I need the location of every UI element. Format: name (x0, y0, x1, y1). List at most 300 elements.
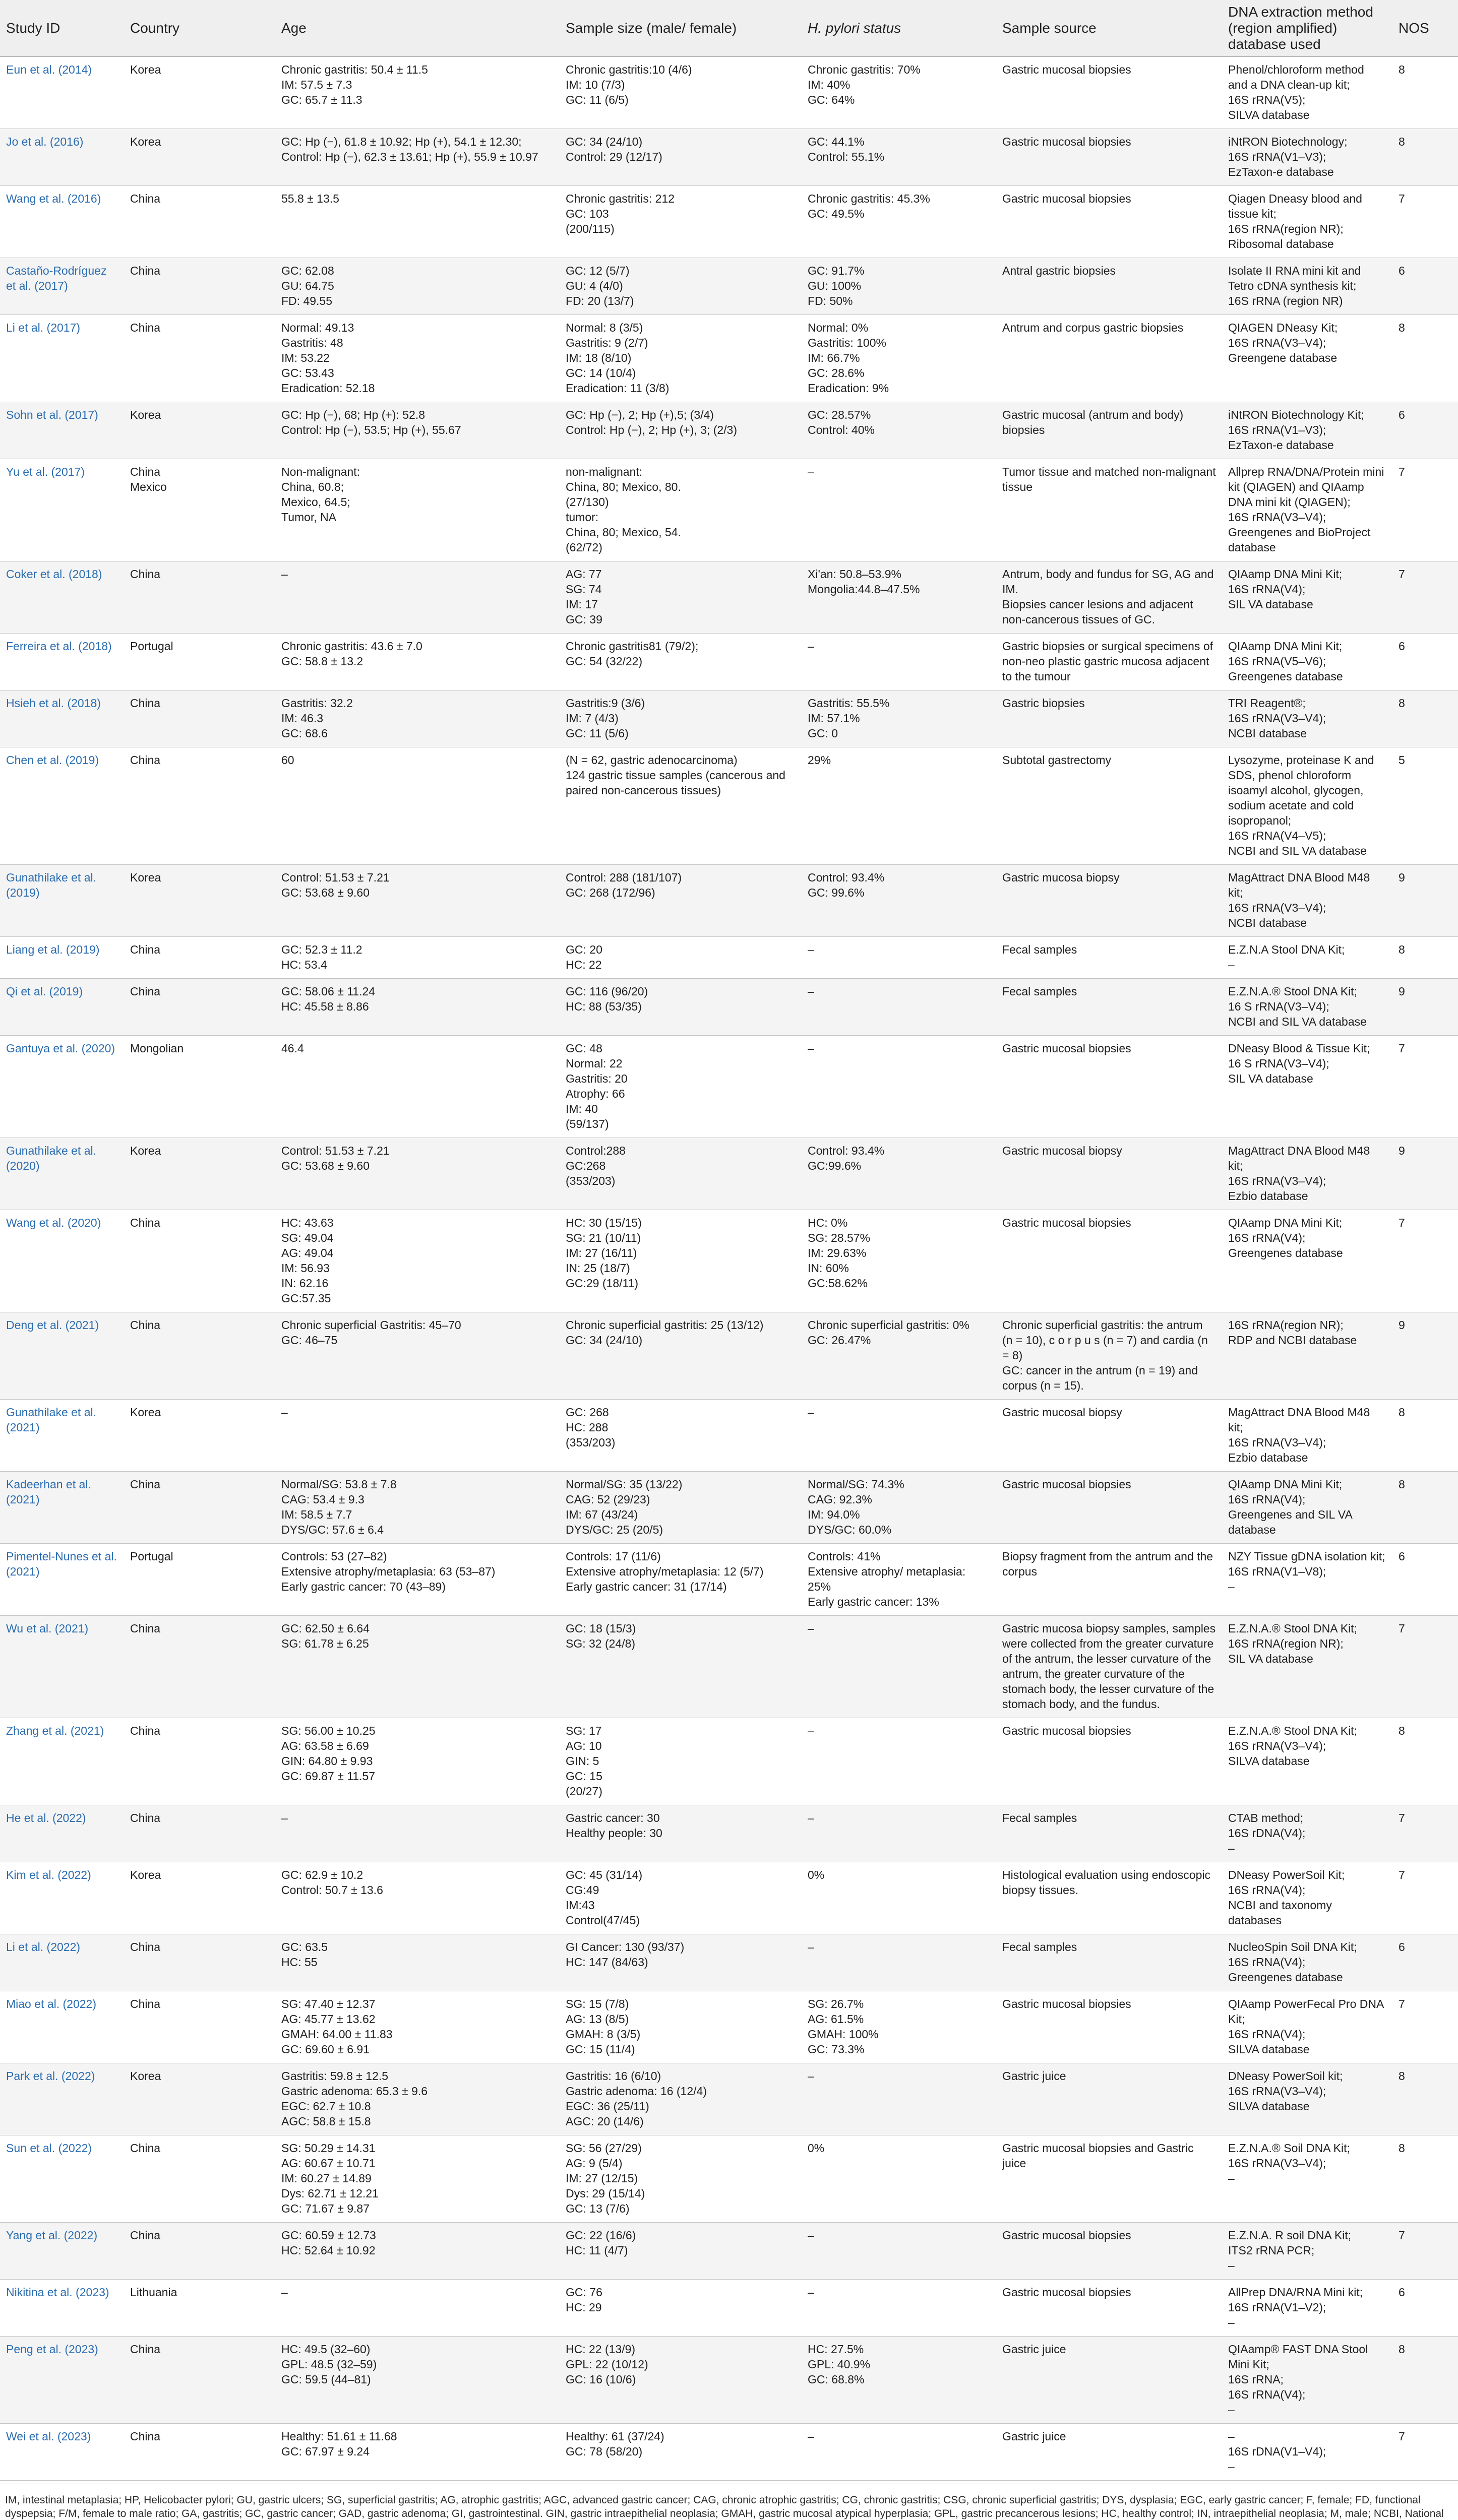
country-cell-text: China (130, 984, 161, 998)
age-cell-line: GC: 68.6 (281, 726, 328, 740)
nos-cell-text: 7 (1399, 192, 1405, 205)
table-row (0, 561, 1458, 633)
study-id-cell-text[interactable]: Wang et al. (2016) (6, 192, 101, 205)
sample-size-cell-line: GC: 45 (31/14) (566, 1868, 643, 1881)
nos-cell-text: 7 (1399, 2228, 1405, 2242)
age-cell-line: GU: 64.75 (281, 279, 334, 292)
sample-size-cell-line: SG: 21 (10/11) (566, 1231, 641, 1244)
study-id-cell-text[interactable]: Miao et al. (2022) (6, 1997, 96, 2010)
dna-extraction-cell-line: – (1228, 2429, 1235, 2443)
age-cell-line: Gastritis: 32.2 (281, 696, 353, 710)
dna-extraction-cell-line: QIAamp DNA Mini Kit; (1228, 1477, 1343, 1491)
table-row (0, 2063, 1458, 2135)
age-cell (275, 459, 560, 561)
study-id-cell (0, 1991, 124, 2063)
age-cell-line: Control: Hp (−), 62.3 ± 13.61; Hp (+), 55.9 ± 10.97 (281, 150, 538, 163)
study-id-cell (0, 1312, 124, 1399)
age-cell (275, 1138, 560, 1210)
nos-cell-text: 9 (1399, 870, 1405, 884)
sample-source-cell-line: Biopsy fragment from the antrum and the corpus (1002, 1549, 1213, 1578)
sample-size-cell-line: Control: Hp (−), 2; Hp (+), 3; (2/3) (566, 423, 738, 436)
dna-extraction-cell-line: Greengenes database (1228, 1970, 1343, 1984)
study-id-cell (0, 633, 124, 690)
age-cell (275, 1312, 560, 1399)
table-row (0, 2279, 1458, 2336)
dna-extraction-cell (1222, 56, 1392, 129)
sample-size-cell-line: HC: 288 (566, 1420, 609, 1434)
h-pylori-status-cell-line: IM: 29.63% (808, 1246, 867, 1259)
dna-extraction-cell-line: SIL VA database (1228, 1652, 1313, 1665)
table-row (0, 690, 1458, 747)
sample-source-cell (996, 2063, 1222, 2135)
study-id-cell (0, 2336, 124, 2423)
h-pylori-status-cell (802, 864, 996, 936)
sample-size-cell (560, 314, 802, 402)
sample-size-cell-line: non-malignant: (566, 465, 643, 478)
dna-extraction-cell-line: 16S rRNA; (1228, 2372, 1284, 2386)
table-row (0, 1934, 1458, 1991)
sample-size-cell-line: HC: 30 (15/15) (566, 1216, 642, 1229)
study-id-cell-text[interactable]: Li et al. (2022) (6, 1940, 81, 1954)
country-cell-text: Korea (130, 408, 161, 421)
study-id-cell-text[interactable]: Gunathilake et al. (2020) (6, 1144, 97, 1172)
study-id-cell-text[interactable]: Wei et al. (2023) (6, 2429, 91, 2443)
country-cell (124, 1805, 275, 1862)
sample-size-cell (560, 459, 802, 561)
sample-size-cell (560, 864, 802, 936)
sample-size-cell (560, 561, 802, 633)
h-pylori-status-cell-line: – (808, 639, 814, 653)
sample-source-cell-line: Antrum and corpus gastric biopsies (1002, 321, 1184, 334)
h-pylori-status-cell (802, 2063, 996, 2135)
country-cell-text: Korea (130, 2069, 161, 2083)
study-id-cell-text[interactable]: Gunathilake et al. (2019) (6, 870, 97, 899)
country-cell (124, 1862, 275, 1934)
study-id-cell-text[interactable]: Liang et al. (2019) (6, 942, 100, 956)
country-cell-text: China (130, 2429, 161, 2443)
age-cell-line: IM: 46.3 (281, 711, 324, 725)
study-id-cell (0, 1805, 124, 1862)
study-id-cell (0, 747, 124, 864)
age-cell (275, 1934, 560, 1991)
age-cell (275, 258, 560, 314)
age-cell-line: GPL: 48.5 (32–59) (281, 2357, 377, 2371)
age-cell-line: AG: 49.04 (281, 1246, 334, 1259)
dna-extraction-cell-line: ITS2 rRNA PCR; (1228, 2243, 1315, 2257)
sample-source-cell-line: Gastric mucosal biopsies (1002, 192, 1131, 205)
age-cell-line: GC: 71.67 ± 9.87 (281, 2201, 370, 2215)
sample-source-cell (996, 314, 1222, 402)
country-cell (124, 864, 275, 936)
h-pylori-status-cell (802, 56, 996, 129)
nos-cell-text: 9 (1399, 1318, 1405, 1332)
age-cell-line: SG: 47.40 ± 12.37 (281, 1997, 376, 2010)
table-footnote: IM, intestinal metaplasia; HP, Helicobacter pylori; GU, gastric ulcers; SG, superficial gastritis; AG, atrophic gastritis; AGC, advanced gastric cancer; CAG, chronic atrophic gastritis; CG, chronic gastritis; CSG, chronic superficial gastritis; DYS, dysplasia; EGC, early gastric cancer; F, female; FD, functional dyspepsia; F/M, female to male ratio; GA, gastritis; GC, gastric cancer; GAD, gastric adenoma; GI, gastrointestinal. GIN, gastric intraepithelial neoplasia; GMAH, gastric mucosal atypical hyperplasia; GPL, gastric precancerous lesions; HC, healthy control; IN, intraepithelial neoplasia; M, male; NCBI, National (0, 2484, 1458, 2520)
nos-cell (1392, 864, 1458, 936)
age-cell (275, 1805, 560, 1862)
sample-size-cell-line: GU: 4 (4/0) (566, 279, 623, 292)
sample-source-cell-line: GC: cancer in the antrum (n = 19) and corpus (n = 15). (1002, 1363, 1198, 1392)
age-cell-line: GC: 58.8 ± 13.2 (281, 654, 363, 668)
nos-cell (1392, 258, 1458, 314)
h-pylori-status-cell-line: Mongolia:44.8–47.5% (808, 582, 920, 596)
dna-extraction-cell-line: DNeasy PowerSoil kit; (1228, 2069, 1343, 2083)
country-cell-text: China (130, 567, 161, 581)
h-pylori-status-cell-line: DYS/GC: 60.0% (808, 1523, 892, 1536)
dna-extraction-cell-line: 16S rRNA(V3–V4); (1228, 2084, 1326, 2098)
header-sample-size: Sample size (male/ female) (560, 0, 802, 56)
nos-cell (1392, 2279, 1458, 2336)
nos-cell (1392, 1862, 1458, 1934)
nos-cell (1392, 1312, 1458, 1399)
age-cell (275, 1543, 560, 1615)
sample-size-cell-line: Control:288 (566, 1144, 626, 1157)
country-cell (124, 690, 275, 747)
sample-size-cell-line: GC: 15 (11/4) (566, 2042, 635, 2056)
sample-source-cell-line: Gastric mucosal (antrum and body) biopsies (1002, 408, 1184, 436)
nos-cell-text: 6 (1399, 264, 1405, 277)
h-pylori-status-cell (802, 459, 996, 561)
study-id-cell-text[interactable]: Coker et al. (2018) (6, 567, 102, 581)
sample-size-cell-line: IM:43 (566, 1898, 595, 1912)
sample-source-cell (996, 1862, 1222, 1934)
dna-extraction-cell (1222, 1312, 1392, 1399)
sample-size-cell-line: IN: 25 (18/7) (566, 1261, 630, 1275)
nos-cell (1392, 2063, 1458, 2135)
sample-size-cell-line: IM: 18 (8/10) (566, 351, 632, 364)
sample-source-cell (996, 561, 1222, 633)
age-cell (275, 864, 560, 936)
sample-source-cell (996, 2135, 1222, 2222)
country-cell (124, 185, 275, 258)
sample-size-cell-line: Normal: 8 (3/5) (566, 321, 643, 334)
dna-extraction-cell (1222, 258, 1392, 314)
dna-extraction-cell-line: QIAGEN DNeasy Kit; (1228, 321, 1338, 334)
age-cell-line: GC: 69.87 ± 11.57 (281, 1769, 376, 1783)
table-row (0, 1615, 1458, 1718)
age-cell-line: GC: 67.97 ± 9.24 (281, 2444, 370, 2458)
age-cell-line: Normal/SG: 53.8 ± 7.8 (281, 1477, 397, 1491)
study-id-cell-text[interactable]: Castaño-Rodríguez et al. (2017) (6, 264, 107, 292)
sample-source-cell-line: Gastric mucosal biopsies (1002, 2285, 1131, 2299)
h-pylori-status-cell-line: AG: 61.5% (808, 2012, 864, 2026)
age-cell-line: SG: 50.29 ± 14.31 (281, 2141, 376, 2155)
dna-extraction-cell-line: 16S rRNA(V4); (1228, 1492, 1306, 1506)
study-id-cell-text[interactable]: Sohn et al. (2017) (6, 408, 98, 421)
country-cell-text: China (130, 192, 161, 205)
dna-extraction-cell (1222, 1543, 1392, 1615)
nos-cell-text: 6 (1399, 2285, 1405, 2299)
h-pylori-status-cell-line: GMAH: 100% (808, 2027, 879, 2041)
nos-cell (1392, 459, 1458, 561)
age-cell-line: IN: 62.16 (281, 1276, 329, 1290)
sample-size-cell-line: Normal: 22 (566, 1056, 623, 1070)
sample-size-cell-line: GPL: 22 (10/12) (566, 2357, 648, 2371)
sample-source-cell (996, 1312, 1222, 1399)
age-cell-line: AG: 45.77 ± 13.62 (281, 2012, 376, 2026)
age-cell (275, 2336, 560, 2423)
header-sample-source: Sample source (996, 0, 1222, 56)
dna-extraction-cell-line: 16S rRNA(V5–V6); (1228, 654, 1326, 668)
country-cell-text: China (130, 1724, 161, 1737)
sample-size-cell-line: GC:29 (18/11) (566, 1276, 639, 1290)
study-id-cell-text[interactable]: Kadeerhan et al. (2021) (6, 1477, 91, 1506)
age-cell-line: Healthy: 51.61 ± 11.68 (281, 2429, 397, 2443)
study-id-cell-text[interactable]: Nikitina et al. (2023) (6, 2285, 109, 2299)
sample-size-cell (560, 978, 802, 1035)
h-pylori-status-cell-line: Control: 55.1% (808, 150, 885, 163)
nos-cell-text: 6 (1399, 1549, 1405, 1563)
age-cell (275, 1862, 560, 1934)
sample-size-cell-line: EGC: 36 (25/11) (566, 2099, 649, 2113)
nos-cell-text: 7 (1399, 1216, 1405, 1229)
dna-extraction-cell-line: 16S rRNA(V4); (1228, 2027, 1306, 2041)
sample-source-cell-line: Gastric mucosal biopsies (1002, 1997, 1131, 2010)
age-cell (275, 1210, 560, 1312)
age-cell-line: HC: 52.64 ± 10.92 (281, 2243, 376, 2257)
study-id-cell-text[interactable]: Yu et al. (2017) (6, 465, 85, 478)
sample-size-cell-line: GC: 39 (566, 612, 602, 626)
sample-size-cell-line: Healthy people: 30 (566, 1826, 662, 1840)
country-cell (124, 747, 275, 864)
nos-cell-text: 9 (1399, 984, 1405, 998)
sample-size-cell-line: Eradication: 11 (3/8) (566, 381, 670, 395)
dna-extraction-cell-line: Lysozyme, proteinase K and SDS, phenol chloroform isoamyl alcohol, glycogen, sodium acetate and cold isopropanol; (1228, 753, 1374, 827)
header-nos: NOS (1392, 0, 1458, 56)
study-id-cell-text[interactable]: Pimentel-Nunes et al. (2021) (6, 1549, 117, 1578)
sample-size-cell (560, 2063, 802, 2135)
country-cell-text: China (130, 942, 161, 956)
h-pylori-status-cell-line: – (808, 984, 814, 998)
dna-extraction-cell-line: 16S rRNA(V3–V4); (1228, 711, 1326, 725)
h-pylori-status-cell-line: – (808, 2285, 814, 2299)
dna-extraction-cell-line: 16S rRNA (region NR) (1228, 294, 1343, 307)
dna-extraction-cell (1222, 2279, 1392, 2336)
sample-size-cell-line: SG: 17 (566, 1724, 602, 1737)
dna-extraction-cell (1222, 2423, 1392, 2480)
age-cell (275, 690, 560, 747)
sample-size-cell-line: Healthy: 61 (37/24) (566, 2429, 664, 2443)
dna-extraction-cell-line: 16S rRNA(V4); (1228, 1231, 1306, 1244)
header-country: Country (124, 0, 275, 56)
age-cell (275, 402, 560, 459)
study-id-cell-text[interactable]: Ferreira et al. (2018) (6, 639, 112, 653)
dna-extraction-cell-line: 16S rRNA(V3–V4); (1228, 1739, 1326, 1752)
sample-size-cell-line: tumor: (566, 510, 599, 524)
dna-extraction-cell-line: 16S rRNA(V1–V8); (1228, 1564, 1326, 1578)
h-pylori-status-cell-line: GC:99.6% (808, 1159, 862, 1172)
study-id-cell-text[interactable]: Qi et al. (2019) (6, 984, 83, 998)
age-cell-line: Normal: 49.13 (281, 321, 354, 334)
country-cell (124, 2135, 275, 2222)
sample-size-cell-line: GC: 11 (5/6) (566, 726, 629, 740)
h-pylori-status-cell-line: SG: 26.7% (808, 1997, 864, 2010)
h-pylori-status-cell-line: Xi'an: 50.8–53.9% (808, 567, 901, 581)
dna-extraction-cell-line: NCBI and taxonomy databases (1228, 1898, 1332, 1927)
table-row (0, 1399, 1458, 1471)
sample-size-cell (560, 1615, 802, 1718)
nos-cell-text: 8 (1399, 942, 1405, 956)
study-id-cell-text[interactable]: Wu et al. (2021) (6, 1621, 89, 1635)
age-cell-line: HC: 53.4 (281, 958, 327, 971)
sample-size-cell-line: Gastritis:9 (3/6) (566, 696, 645, 710)
dna-extraction-cell-line: Ezbio database (1228, 1451, 1308, 1464)
nos-cell-text: 9 (1399, 1144, 1405, 1157)
age-cell-line: GIN: 64.80 ± 9.93 (281, 1754, 373, 1768)
h-pylori-status-cell-line: Chronic gastritis: 45.3% (808, 192, 930, 205)
table-row (0, 1138, 1458, 1210)
country-cell (124, 978, 275, 1035)
dna-extraction-cell-line: TRI Reagent®; (1228, 696, 1306, 710)
dna-extraction-cell-line: QIAamp DNA Mini Kit; (1228, 1216, 1343, 1229)
table-row (0, 1862, 1458, 1934)
sample-size-cell-line: GC: 15 (566, 1769, 602, 1783)
dna-extraction-cell-line: 16S rRNA(V1–V2); (1228, 2300, 1326, 2314)
dna-extraction-cell-line: Ribosomal database (1228, 237, 1334, 250)
sample-size-cell-line: GC: 34 (24/10) (566, 1333, 643, 1347)
study-id-cell-text[interactable]: Park et al. (2022) (6, 2069, 95, 2083)
dna-extraction-cell-line: E.Z.N.A.® Soil DNA Kit; (1228, 2141, 1350, 2155)
sample-size-cell-line: HC: 22 (566, 958, 602, 971)
dna-extraction-cell-line: Greengenes and SIL VA database (1228, 1507, 1352, 1536)
country-cell-text: China (130, 1621, 161, 1635)
age-cell-line: Chronic gastritis: 43.6 ± 7.0 (281, 639, 422, 653)
sample-size-cell-line: (20/27) (566, 1784, 602, 1798)
dna-extraction-cell (1222, 978, 1392, 1035)
h-pylori-status-cell-line: – (808, 2228, 814, 2242)
nos-cell (1392, 2336, 1458, 2423)
sample-source-cell-line: Tumor tissue and matched non-malignant tissue (1002, 465, 1216, 493)
sample-size-cell-line: IM: 27 (12/15) (566, 2171, 638, 2185)
study-id-cell-text[interactable]: Eun et al. (2014) (6, 62, 92, 76)
study-id-cell-text[interactable]: Chen et al. (2019) (6, 753, 99, 767)
study-id-cell-text[interactable]: Jo et al. (2016) (6, 135, 84, 148)
sample-size-cell-line: IM: 67 (43/24) (566, 1507, 638, 1521)
country-cell-text: China (130, 2342, 161, 2356)
nos-cell-text: 8 (1399, 1724, 1405, 1737)
dna-extraction-cell-line: 16S rRNA(V4); (1228, 1883, 1306, 1897)
age-cell-line: AGC: 58.8 ± 15.8 (281, 2114, 371, 2128)
dna-extraction-cell (1222, 1615, 1392, 1718)
study-id-cell-text[interactable]: Sun et al. (2022) (6, 2141, 92, 2155)
h-pylori-status-cell (802, 1210, 996, 1312)
age-cell (275, 978, 560, 1035)
h-pylori-status-cell-line: IM: 66.7% (808, 351, 860, 364)
sample-source-cell (996, 2279, 1222, 2336)
sample-size-cell-line: SG: 32 (24/8) (566, 1636, 636, 1650)
h-pylori-status-cell-line: Control: 93.4% (808, 1144, 885, 1157)
sample-size-cell (560, 2336, 802, 2423)
h-pylori-status-cell-line: SG: 28.57% (808, 1231, 871, 1244)
country-cell-text: Lithuania (130, 2285, 177, 2299)
study-id-cell-text[interactable]: Yang et al. (2022) (6, 2228, 98, 2242)
age-cell (275, 2222, 560, 2279)
study-id-cell (0, 2279, 124, 2336)
sample-size-cell-line: GC:268 (566, 1159, 606, 1172)
sample-source-cell (996, 459, 1222, 561)
sample-size-cell (560, 402, 802, 459)
study-id-cell-text[interactable]: Hsieh et al. (2018) (6, 696, 101, 710)
country-cell-text: China (130, 2228, 161, 2242)
dna-extraction-cell-line: 16S rRNA(V4); (1228, 1955, 1306, 1969)
dna-extraction-cell-line: QIAamp DNA Mini Kit; (1228, 639, 1343, 653)
age-cell (275, 1718, 560, 1805)
nos-cell-text: 7 (1399, 567, 1405, 581)
study-id-cell (0, 1399, 124, 1471)
age-cell-line: HC: 43.63 (281, 1216, 334, 1229)
sample-source-cell (996, 690, 1222, 747)
country-cell-text: China (130, 1477, 161, 1491)
sample-size-cell-line: GC: 103 (566, 207, 609, 220)
sample-source-cell (996, 2222, 1222, 2279)
study-id-cell-text[interactable]: Deng et al. (2021) (6, 1318, 99, 1332)
dna-extraction-cell-line: E.Z.N.A.® Stool DNA Kit; (1228, 984, 1357, 998)
dna-extraction-cell (1222, 2135, 1392, 2222)
sample-size-cell-line: HC: 22 (13/9) (566, 2342, 636, 2356)
study-id-cell (0, 1862, 124, 1934)
h-pylori-status-cell (802, 936, 996, 978)
dna-extraction-cell (1222, 690, 1392, 747)
age-cell-line: FD: 49.55 (281, 294, 332, 307)
h-pylori-status-cell (802, 1035, 996, 1138)
country-cell (124, 402, 275, 459)
h-pylori-status-cell (802, 129, 996, 185)
study-id-cell (0, 561, 124, 633)
dna-extraction-cell-line: Greengenes database (1228, 1246, 1343, 1259)
nos-cell-text: 7 (1399, 1997, 1405, 2010)
nos-cell-text: 7 (1399, 1868, 1405, 1881)
study-id-cell-text[interactable]: Gunathilake et al. (2021) (6, 1405, 97, 1434)
dna-extraction-cell-line: Qiagen Dneasy blood and tissue kit; (1228, 192, 1362, 220)
h-pylori-status-cell-line: – (808, 1811, 814, 1824)
sample-size-cell (560, 56, 802, 129)
sample-size-cell-line: AG: 10 (566, 1739, 602, 1752)
dna-extraction-cell-line: – (1228, 2403, 1235, 2416)
study-id-cell-text[interactable]: Li et al. (2017) (6, 321, 81, 334)
dna-extraction-cell (1222, 1471, 1392, 1543)
age-cell-line: GC: 62.50 ± 6.64 (281, 1621, 370, 1635)
study-id-cell-text[interactable]: Zhang et al. (2021) (6, 1724, 104, 1737)
study-id-cell-text[interactable]: Gantuya et al. (2020) (6, 1041, 115, 1055)
sample-size-cell (560, 633, 802, 690)
sample-source-cell-line: Histological evaluation using endoscopic biopsy tissues. (1002, 1868, 1210, 1897)
country-cell-text: Korea (130, 1868, 161, 1881)
study-id-cell (0, 314, 124, 402)
sample-size-cell-line: GC: Hp (−), 2; Hp (+),5; (3/4) (566, 408, 714, 421)
country-cell (124, 56, 275, 129)
h-pylori-status-cell-line: HC: 0% (808, 1216, 848, 1229)
h-pylori-status-cell-line: GC:58.62% (808, 1276, 868, 1290)
sample-size-cell-line: GC: 76 (566, 2285, 602, 2299)
country-cell (124, 2423, 275, 2480)
study-id-cell-text[interactable]: Wang et al. (2020) (6, 1216, 101, 1229)
h-pylori-status-cell (802, 2423, 996, 2480)
dna-extraction-cell (1222, 1862, 1392, 1934)
country-cell-text: China (130, 1318, 161, 1332)
study-id-cell-text[interactable]: He et al. (2022) (6, 1811, 86, 1824)
study-id-cell-text[interactable]: Kim et al. (2022) (6, 1868, 91, 1881)
dna-extraction-cell-line: E.Z.N.A.® Stool DNA Kit; (1228, 1724, 1357, 1737)
sample-size-cell-line: GC: 11 (6/5) (566, 93, 629, 106)
age-cell-line: GC: 62.08 (281, 264, 334, 277)
study-id-cell (0, 936, 124, 978)
sample-size-cell-line: CG:49 (566, 1883, 599, 1897)
h-pylori-status-cell-line: GC: 26.47% (808, 1333, 871, 1347)
h-pylori-status-cell-line: Chronic gastritis: 70% (808, 62, 921, 76)
sample-size-cell (560, 1035, 802, 1138)
study-id-cell-text[interactable]: Peng et al. (2023) (6, 2342, 98, 2356)
age-cell-line: EGC: 62.7 ± 10.8 (281, 2099, 371, 2113)
